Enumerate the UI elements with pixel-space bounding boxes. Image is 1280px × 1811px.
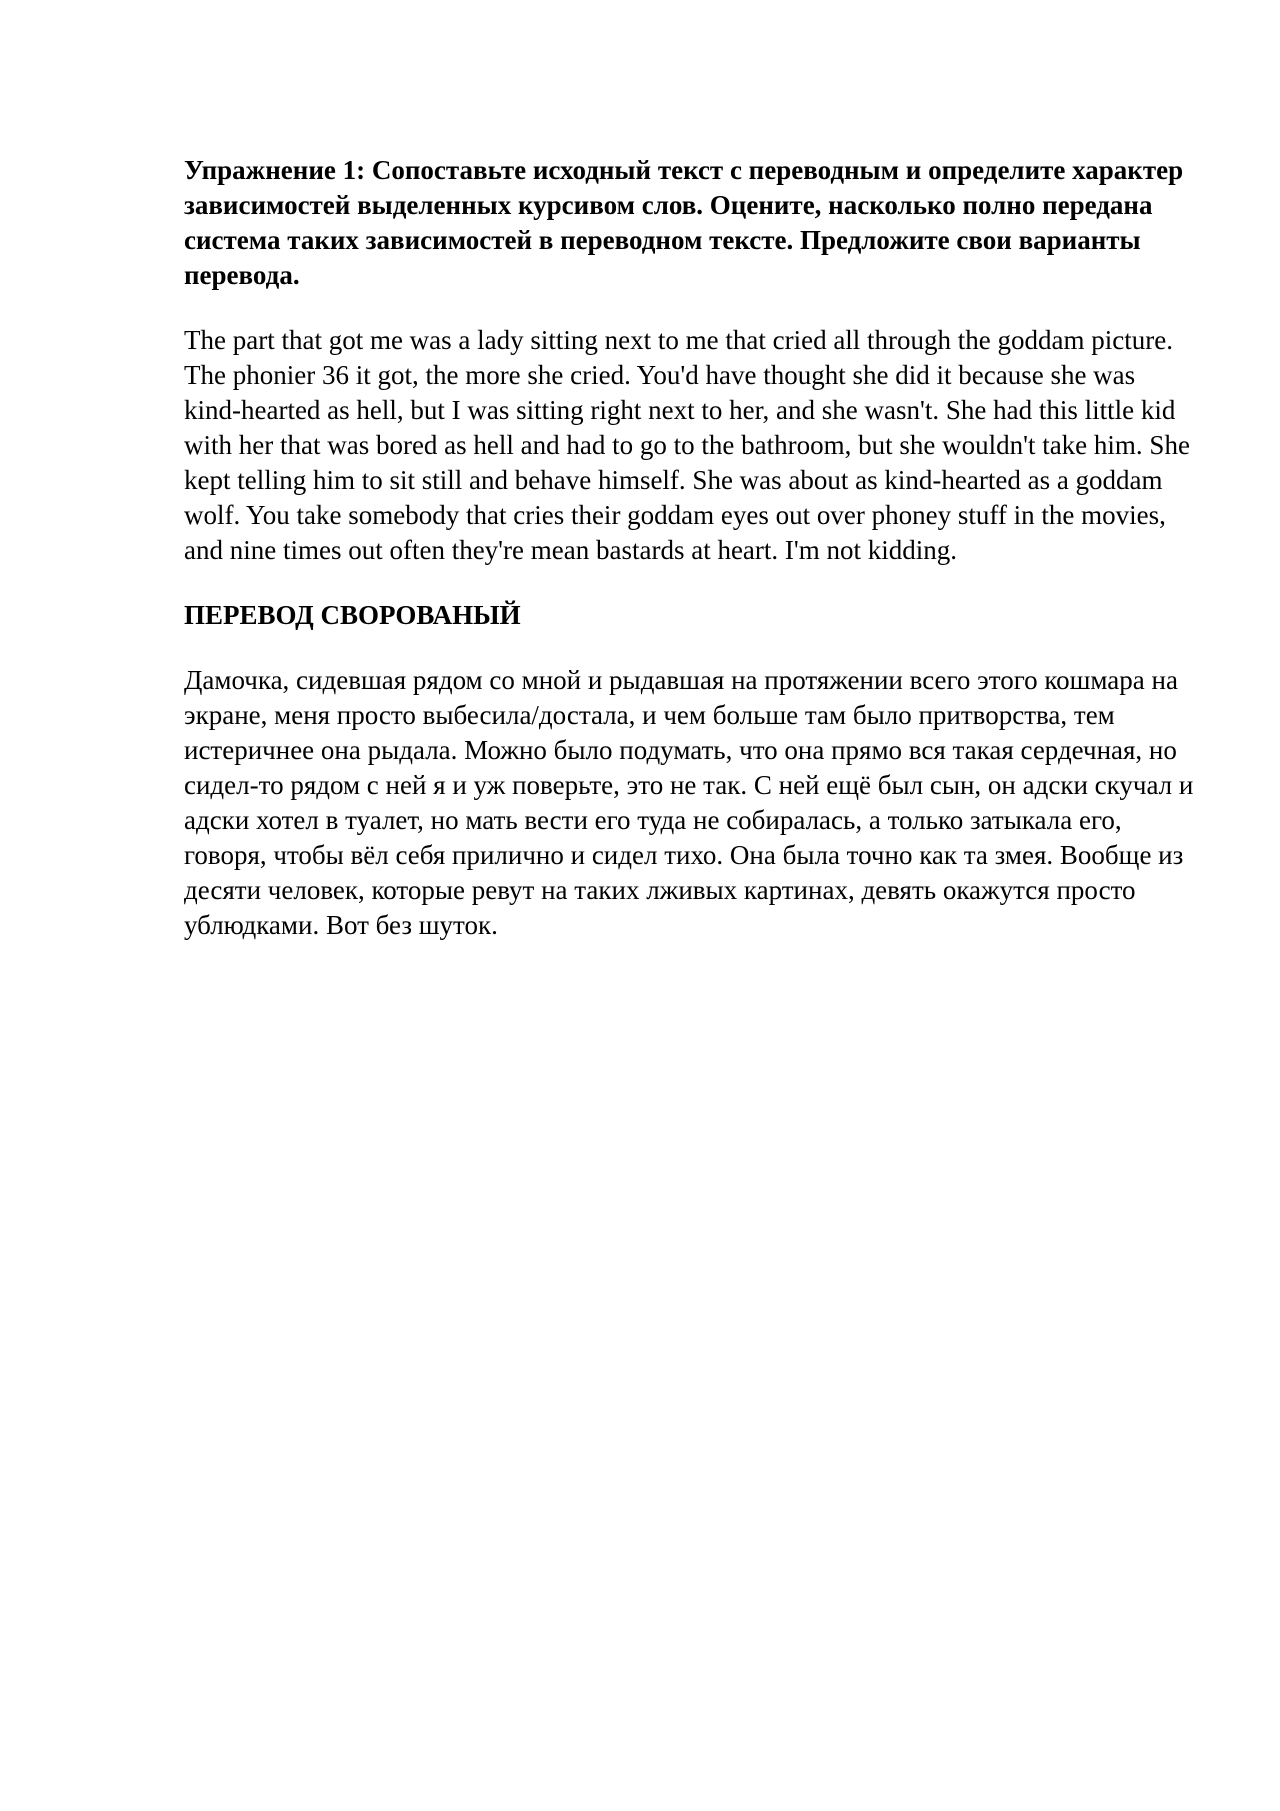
translation-text: Дамочка, сидевшая рядом со мной и рыдавшая на протяжении всего этого кошмара на экране, меня просто выбесила/достала, и чем больше там было притворства, тем истеричнее она рыдала. Можно было подумать, что она прямо вся такая сердечная, но сидел-то рядом с ней я и уж поверьте, это не так. С ней ещё был сын, он адски скучал и адски хотел в туалет, но мать вести его туда не собиралась, а только затыкала его, говоря, чтобы вёл себя прилично и сидел тихо. Она была точно как та змея. Вообще из десяти человек, которые ревут на таких лживых картинах, девять окажутся просто ублюдками. Вот без шуток. (184, 665, 1194, 940)
translation-heading: ПЕРЕВОД СВОРОВАНЫЙ (184, 600, 521, 630)
document-content (184, 153, 1194, 943)
source-text: The part that got me was a lady sitting next to me that cried all through the goddam picture. The phonier 36 it got, the more she cried. You'd have thought she did it because she was kind-hearted as hell, but I was sitting right next to her, and she wasn't. She had this little kid with her that was bored as hell and had to go to the bathroom, but she wouldn't take him. She kept telling him to sit still and behave himself. She was about as kind-hearted as a goddam wolf. You take somebody that cries their goddam eyes out over phoney stuff in the movies, and nine times out often they're mean bastards at heart. I'm not kidding. (184, 325, 1190, 565)
exercise-instruction: Упражнение 1: Сопоставьте исходный текст с переводным и определите характер зависимостей выделенных курсивом слов. Оцените, насколько полно передана система таких зависимостей в переводном тексте. Предложите свои варианты перевода. (184, 155, 1184, 290)
